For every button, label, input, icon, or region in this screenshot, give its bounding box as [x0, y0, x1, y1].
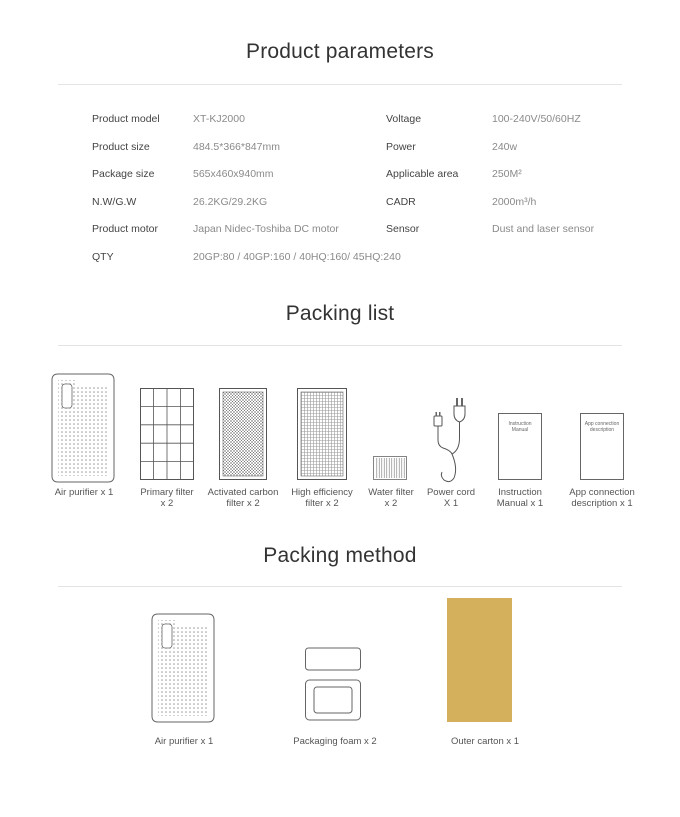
param-value: 250M² — [492, 168, 522, 180]
param-label: Applicable area — [386, 168, 459, 180]
high-efficiency-filter-icon — [297, 388, 347, 480]
param-value: Dust and laser sensor — [492, 223, 595, 235]
packing-item-caption: Air purifier x 1 — [54, 487, 114, 498]
packing-item-caption: Activated carbon filter x 2 — [207, 487, 279, 509]
param-value: 565x460x940mm — [193, 168, 274, 180]
param-label: Sensor — [386, 223, 420, 235]
param-label: Voltage — [386, 113, 422, 125]
manual-cover-text: Instruction Manual — [508, 421, 532, 433]
power-cord-icon — [428, 398, 474, 484]
water-filter-icon — [373, 456, 407, 480]
primary-filter-icon — [140, 388, 194, 480]
divider — [58, 586, 622, 587]
air-purifier-icon — [152, 614, 214, 722]
param-label: N.W/G.W — [92, 196, 137, 208]
packing-item-caption: Water filter x 2 — [368, 487, 414, 509]
packing-list-title: Packing list — [285, 302, 395, 325]
instruction-manual-icon — [498, 413, 542, 480]
divider — [58, 345, 622, 346]
param-value: 240w — [492, 141, 518, 153]
param-label: QTY — [92, 251, 114, 263]
activated-carbon-filter-icon — [219, 388, 267, 480]
packing-method-caption: Air purifier x 1 — [154, 736, 214, 747]
app-cover-text: App connection description — [584, 421, 620, 433]
packing-item-caption: Instruction Manual x 1 — [496, 487, 544, 509]
packing-method-title: Packing method — [263, 544, 417, 567]
packing-item-caption: App connection description x 1 — [569, 487, 635, 509]
param-value: 100-240V/50/60HZ — [492, 113, 581, 125]
param-label: Product motor — [92, 223, 158, 235]
param-value: Japan Nidec-Toshiba DC motor — [193, 223, 339, 235]
packaging-foam-icon — [304, 647, 362, 721]
packing-method-caption: Outer carton x 1 — [450, 736, 520, 747]
param-label: CADR — [386, 196, 416, 208]
packing-item-caption: Power cord X 1 — [426, 487, 476, 509]
product-parameters-title: Product parameters — [245, 40, 435, 63]
divider — [58, 84, 622, 85]
param-label: Product size — [92, 141, 150, 153]
param-value: 20GP:80 / 40GP:160 / 40HQ:160/ 45HQ:240 — [193, 251, 401, 263]
app-connection-description-icon — [580, 413, 624, 480]
param-value: 2000m³/h — [492, 196, 537, 208]
packing-item-caption: Primary filter x 2 — [140, 487, 194, 509]
param-value: XT-KJ2000 — [193, 113, 245, 125]
packing-item-caption: High efficiency filter x 2 — [291, 487, 353, 509]
param-label: Power — [386, 141, 416, 153]
outer-carton-icon — [447, 598, 512, 722]
param-value: 26.2KG/29.2KG — [193, 196, 268, 208]
param-value: 484.5*366*847mm — [193, 141, 280, 153]
param-label: Product model — [92, 113, 160, 125]
air-purifier-icon — [52, 374, 114, 482]
packing-method-caption: Packaging foam x 2 — [293, 736, 377, 747]
param-label: Package size — [92, 168, 155, 180]
